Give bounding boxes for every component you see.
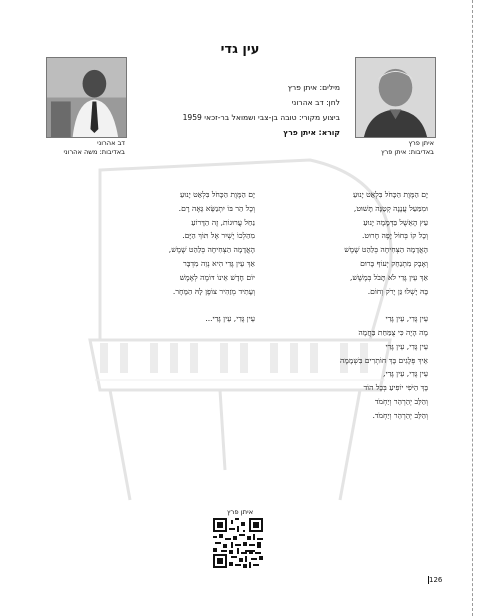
portrait-image [47,58,126,137]
lyrics-credit: מילים: איתן פרץ [287,83,340,92]
poem-line: בָּהּ יָשְׁלוּ גַּן יָרֹק וְחוֹם. [367,286,428,296]
poem-line: יוֹם חָדָשׁ אֵינוֹ דּוֹמֶה לְאֶמֶשׁ [179,272,255,282]
song-credits [140,80,340,140]
original-performance-credit: ביצוע מקורי: טובה בן-צבי ושמואל בר-זכאי 1959 [182,113,340,122]
poem-line: וּמִמַּעַל עֲנָנָה קְטַנָּה תָּשׁוּט, [353,203,428,213]
music-credit: לחן: דב אהרוני [291,98,340,107]
poem-line: עֵין גֶּדִי, עֵין גֶּדִי, [383,369,428,379]
qr-code[interactable] [213,518,263,568]
photo-name: איתן פרץ [408,139,434,147]
photo-caption-left [46,139,125,157]
portrait-photo-eitan-peretz [355,57,436,138]
photo-name: דב אהרוני [97,139,125,147]
poem-line: וְעָתִיד מְזַהִיר צוֹפֶן לָהּ הַמָּחָר. [172,286,255,296]
song-title: עין גדי [220,42,260,57]
poem-line: עַץ הָאֵשֶׁל בַּדְּמָמָה יָנוּעַ [363,217,428,227]
poem-line: עֵין גֶּדִי, עֵין גֶּדִי [385,314,428,324]
poem-line: וְכָל קוֹ בְּחוֹל יָפֶה חָרוּט. [361,231,428,241]
portrait-image [356,58,435,137]
poem-line: וְכָל הַר בּוֹ יִתְנַשֵּׂא גֵּאֶה רָם. [178,203,255,213]
poem-line: אַךְ עֵין גֶּדִי לֹא תָּבֹל בְּמֶשֶׁשׁ, [349,272,428,282]
poem-line: יָם הַמֶּוֶת הַכָּחֹל בִּלְאַט יָנוּעַ [179,190,255,199]
page-edge-dashed-line [472,0,473,616]
photo-caption-right [355,139,434,157]
poem-line: בָּךְ הַיֹּפִי יוֹפִיעַ בְּכָל הוֹד [363,383,428,393]
poem-line: יָם הַמֶּוֶת הַכָּחֹל בִּלְאַט יָנוּעַ [352,190,428,199]
reader-credit: קורא: איתן פרץ [283,128,340,137]
poem-line: עֵין גֶּדִי, עֵין גֶּדִי... [205,314,255,324]
poem-line: הָאֲדָמָה הַצְּחִיחָה בְּלַהַט שֶׁמֶשׁ, [168,245,255,255]
poem-line: וְהַלֵּב יְהַרְהֵר וְיַחְמֹד. [372,410,428,420]
photo-credit: באדיבות: איתן פרץ [380,148,434,156]
stanza-gap [90,298,255,312]
photo-credit: באדיבות: משה אהרוני [63,148,125,156]
poem-line: וְהַלֵּב יְהַרְהֵר וְיַחְמֹד [374,396,428,406]
poem-line: נַחַל עֲרוּגוֹת, זֶה הַדָּרוֹעַ [191,217,255,227]
poem-line: אַךְ עֵין גֶּדִי הִיא נְוֵה מִדְבָּר [183,258,255,268]
poem-line: עֵין גֶּדִי, עֵין גֶּדִי [385,341,428,351]
qr-code-label: איתן פרץ [226,508,254,516]
poem-line: מִהַלְכוֹ יֶשְׁיִר אֶל תּוֹךְ הַיָּם. [182,231,255,241]
poem-line: הָאֲדָמָה הַצְּחִיחָה בְּלַהַט שֶׁמֶשׁ [344,245,428,255]
poem-line: מָה הָיָה כִּי צֻמַּחַת בַּחֲמָה [358,327,428,337]
page-number-value: 126 [429,576,443,584]
poem-column-left [90,188,255,326]
poem-line: וְאָבָק מִתְנַחֵק יְעוֹף בָּרוּם [360,258,428,268]
stanza-gap [260,298,428,312]
poem-line: אֵיךְ פְּלָגִים בָּךְ חוֹתְרִים בִּשְׁמָמָה [339,355,428,365]
poem-column-right [260,188,428,423]
portrait-photo-dov-aharoni [46,57,127,138]
page-number [426,576,442,584]
